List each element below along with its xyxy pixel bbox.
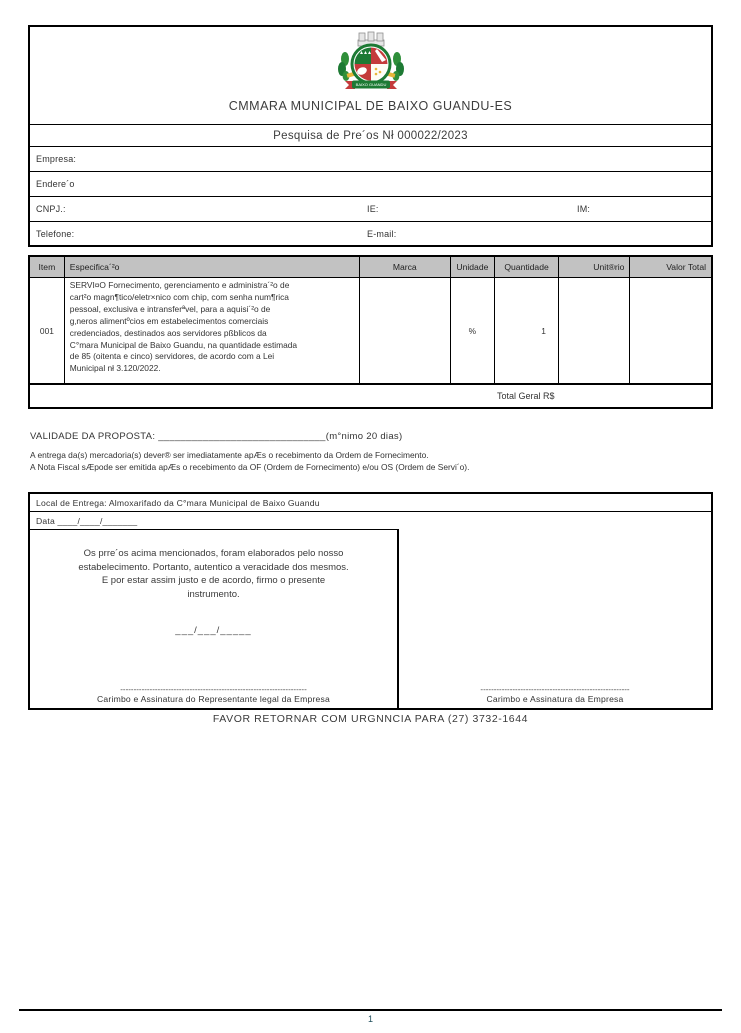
total-geral-row [30,383,711,407]
unidade-cell: % [451,278,496,383]
signature-column-right [399,530,711,708]
telefone-field-row [30,221,711,246]
validade-line [30,431,690,442]
signature-right-block [480,686,629,708]
col-header-quantidade: Quantidade [495,257,559,277]
endereco-field-row [30,171,711,196]
footer-rule [19,1009,722,1011]
spec-line: credenciados, destinados aos servidores pßblicos da [69,327,267,338]
spec-line: Municipal nł 3.120/2022. [69,363,161,374]
item-number-cell: 001 [30,278,65,383]
municipal-coat-of-arms-logo [329,31,413,93]
signature-left-block [97,686,330,708]
spec-line: g‚neros alimentºcios em estabelecimentos comerciais [69,315,269,326]
signature-line: ---------------------------------------------------------------------- [120,685,307,694]
spec-line: SERVI¤O Fornecimento, gerenciamento e administra´²o de [69,280,290,290]
items-table [28,255,713,409]
shield-icon [352,45,390,83]
price-statement [78,547,348,601]
col-header-marca: Marca [360,257,450,277]
banner-ribbon [345,81,397,90]
signature-right-caption: Carimbo e Assinatura da Empresa [486,694,624,704]
col-header-item: Item [30,257,65,277]
banner-text: BAIXO GUANDU [355,82,386,88]
validade-block [30,431,690,473]
spec-line: cart²o magn¶tico/eletr×nico com chip, com senha num¶rica [69,291,289,302]
signature-left-caption: Carimbo e Assinatura do Representante legal da Empresa [97,694,330,704]
cnpj-label: CNPJ.: [36,204,66,214]
unitario-cell [559,278,631,383]
spec-line: pessoal, exclusiva e intransferªvel, para a aquisi´²o de [69,303,271,314]
statement-line: E por estar assim justo e de acordo, firmo o presente [101,575,326,586]
items-table-header [30,257,711,277]
validade-label: VALIDADE DA PROPOSTA: [30,431,156,442]
empresa-label: Empresa: [36,154,77,164]
cnpj-field-row [30,196,711,221]
empresa-field-row [30,146,711,171]
signature-column-left [30,530,399,708]
org-name: CMMARA MUNICIPAL DE BAIXO GUANDU-ES [228,99,513,113]
validade-suffix: (m°nimo 20 dias) [325,431,403,442]
statement-line: instrumento. [187,588,240,600]
endereco-label: Endere´o [36,179,75,189]
statement-line: Os prre´os acima mencionados, foram elaborados pelo nosso [83,548,344,559]
entrega-note-1: A entrega da(s) mercadoria(s) dever® ser imediatamente apÆs o recebimento da Ordem de Fornecimento. [30,450,429,460]
statement-date-blank: ___/___/_____ [175,625,252,636]
ie-label: IE: [367,204,379,214]
email-label: E-mail: [367,229,397,239]
marca-cell [360,278,450,383]
data-label: Data ____/____/_______ [30,512,399,530]
telefone-label: Telefone: [36,229,75,239]
col-header-especificacao: Especifica´²o [65,257,360,277]
spec-line: C°mara Municipal de Baixo Guandu, na quantidade estimada [69,339,298,350]
delivery-signature-box [28,492,713,710]
favor-retornar-note: FAVOR RETORNAR COM URGNNCIA PARA (27) 3732-1644 [212,713,529,725]
col-header-unitario: Unit®rio [559,257,631,277]
local-de-entrega-row: Local de Entrega: Almoxarifado da C°mara Municipal de Baixo Guandu [30,494,711,512]
signature-line: -------------------------------------------------------- [480,685,630,694]
data-row [30,512,711,530]
especificacao-cell [65,278,360,383]
total-geral-label: Total Geral R$ [497,391,555,401]
header-logo-title [30,27,711,124]
signature-columns [30,530,711,708]
page-number: 1 [367,1014,373,1024]
valor-total-cell [630,278,711,383]
doc-title: Pesquisa de Pre´os Nł 000022/2023 [30,124,711,146]
statement-line: estabelecimento. Portanto, autentico a veracidade dos mesmos. [78,561,349,573]
header-box [28,25,713,247]
spec-line: de 85 (oitenta e cinco) servidores, de acordo com a Lei [69,351,275,362]
col-header-valor-total: Valor Total [666,262,707,272]
table-row [30,277,711,383]
im-label: IM: [577,204,591,214]
col-header-unidade: Unidade [451,257,496,277]
entrega-note-2: A Nota Fiscal sÆpode ser emitida apÆs o recebimento da OF (Ordem de Fornecimento) e/ou OS (Ordem de Servi´o). [30,461,470,472]
quantidade-cell: 1 [495,278,559,383]
validade-blank: ______________________________ [158,431,326,442]
